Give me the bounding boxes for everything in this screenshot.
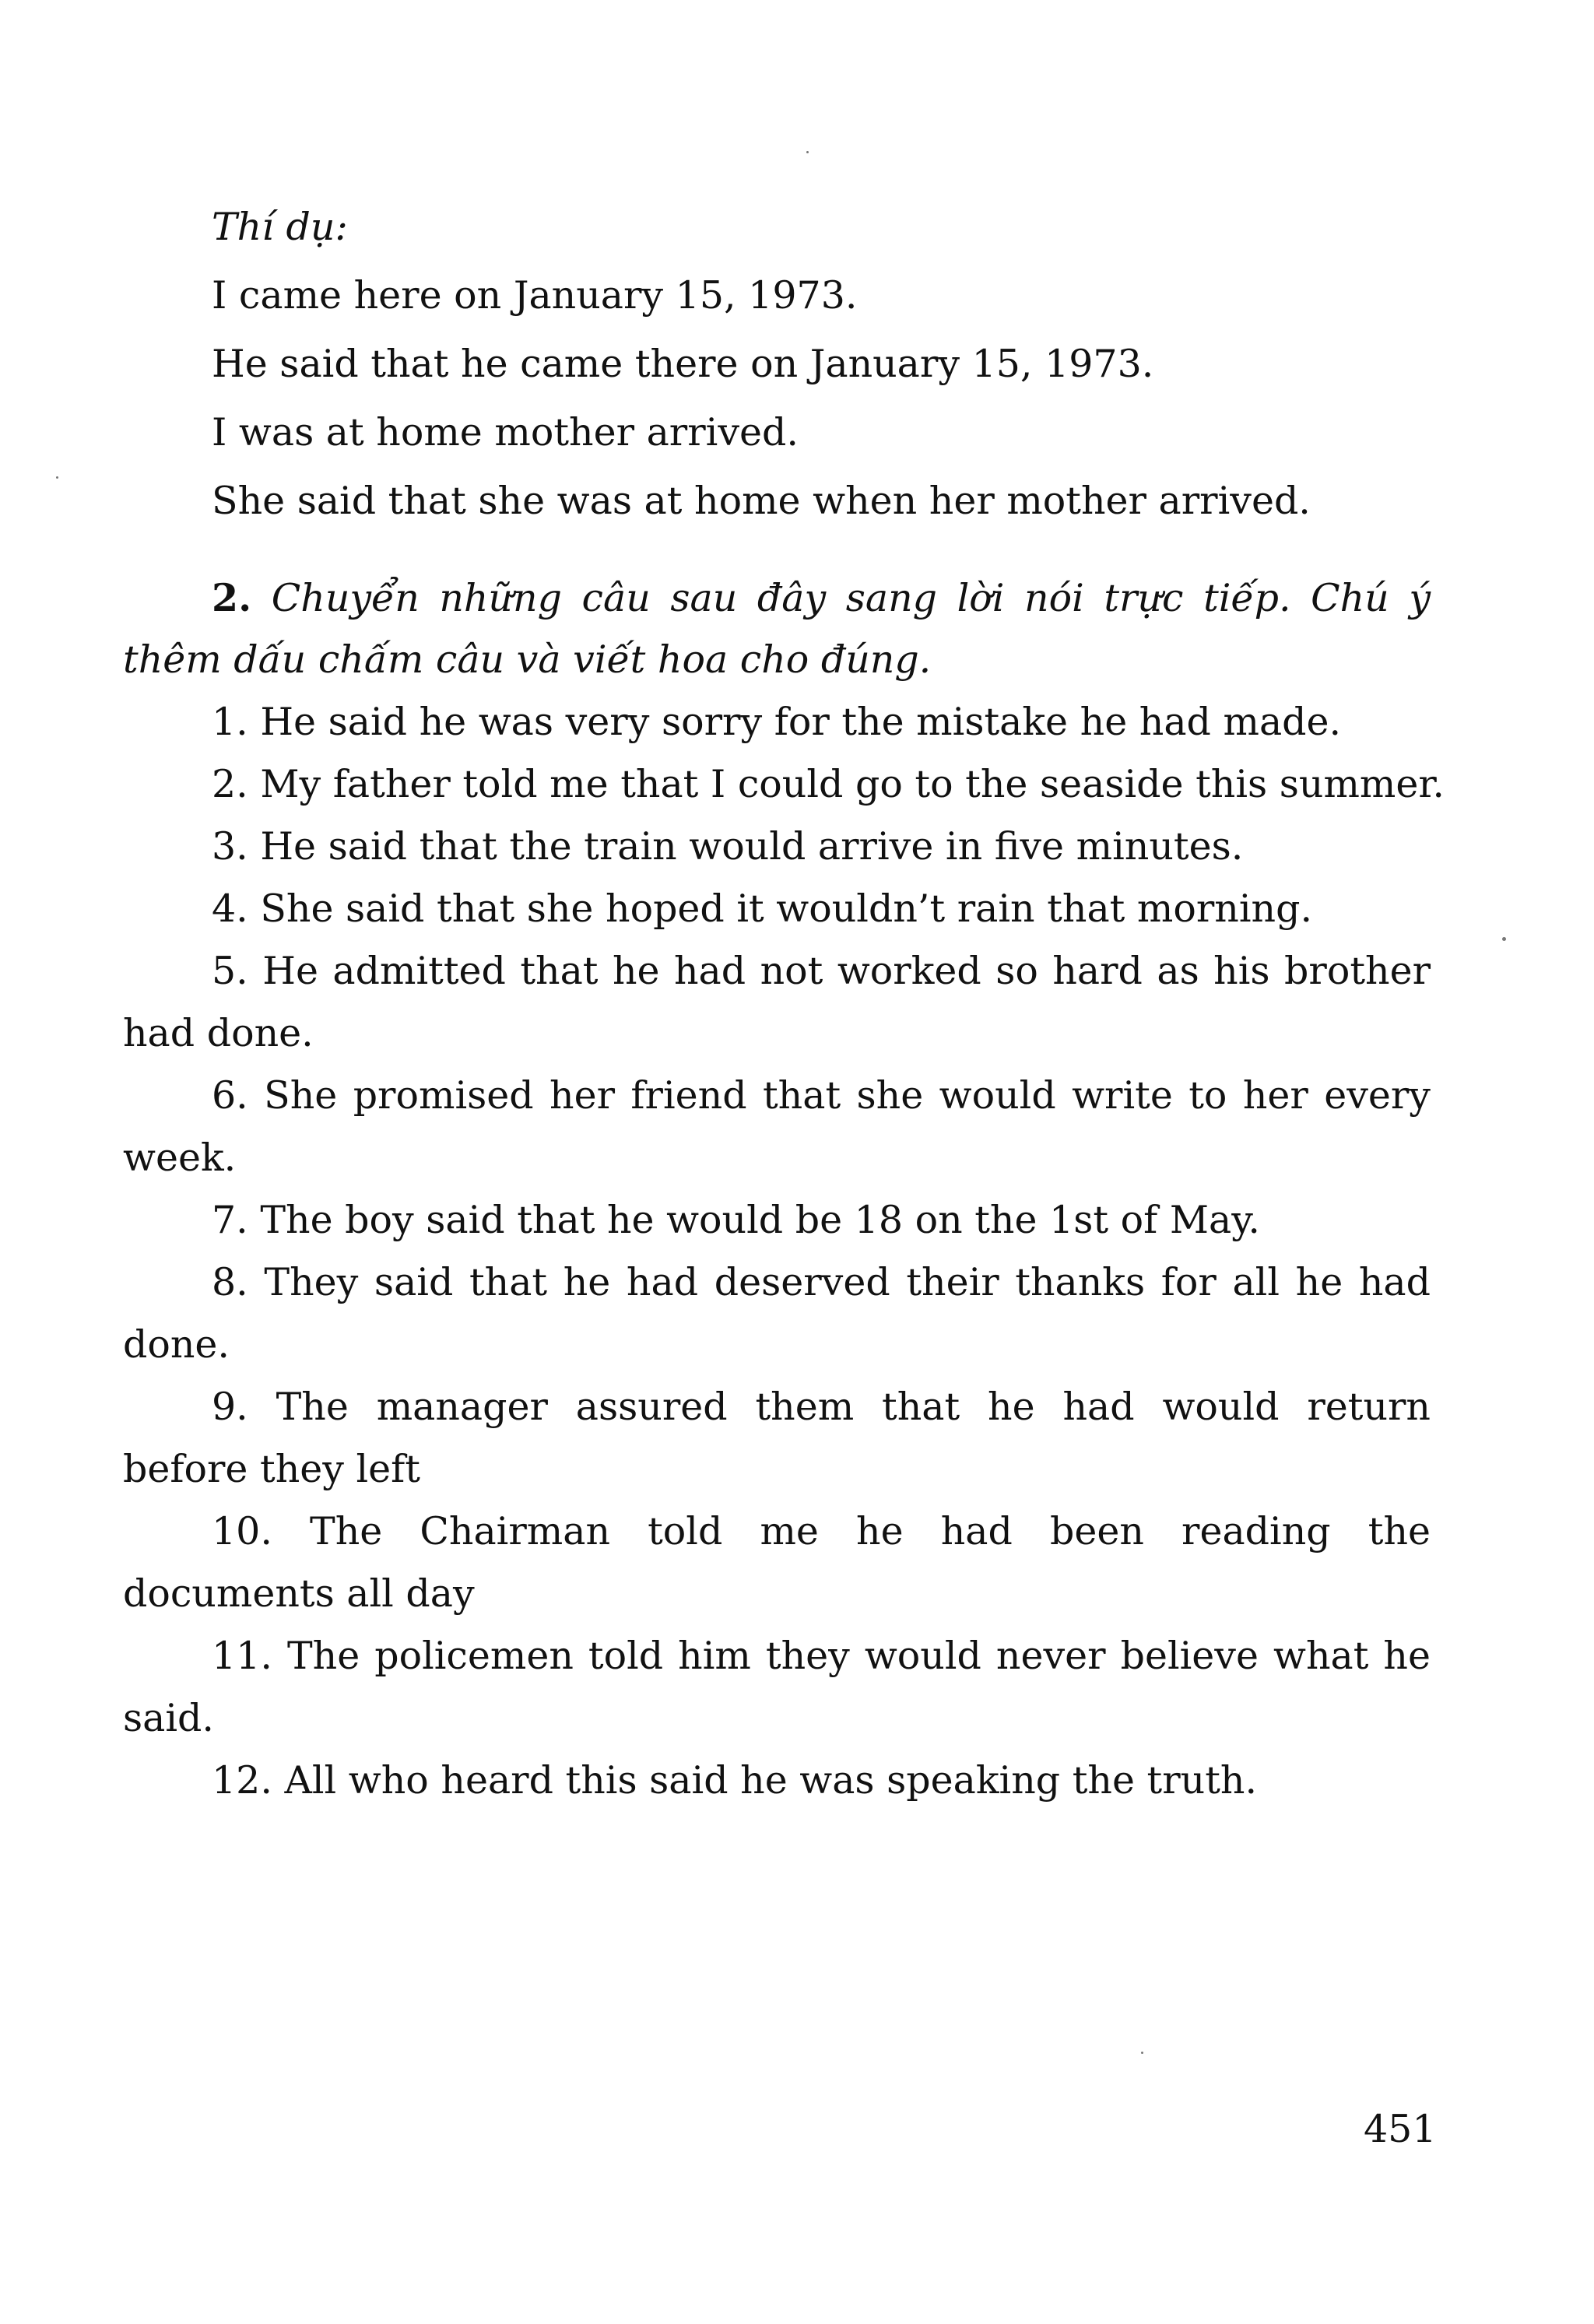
exercise-item: 9. The manager assured them that he had would return	[212, 1385, 1431, 1429]
exercise-item: 11. The policemen told him they would never believe what he	[212, 1634, 1431, 1678]
exercise-item-cont: week.	[123, 1136, 237, 1180]
exercise-item: 10. The Chairman told me he had been reading the	[212, 1509, 1431, 1553]
exercise-item-cont: said.	[123, 1696, 214, 1740]
instruction-text: Chuyển những câu sau đây sang lời nói trực tiếp. Chú ý	[271, 576, 1431, 620]
exercise-item: 2. My father told me that I could go to the seaside this summer.	[212, 762, 1445, 806]
scan-speck	[806, 151, 809, 153]
example-heading: Thí dụ:	[212, 205, 348, 249]
exercise-item-cont: documents all day	[123, 1571, 475, 1616]
exercise-item-cont: before they left	[123, 1447, 420, 1491]
exercise-item: 6. She promised her friend that she would write to her every	[212, 1073, 1431, 1118]
page-number: 451	[1364, 2107, 1437, 2151]
example-line: I was at home mother arrived.	[212, 410, 799, 455]
example-line: I came here on January 15, 1973.	[212, 273, 858, 318]
example-line: She said that she was at home when her mother arrived.	[212, 479, 1311, 523]
exercise-number: 2.	[212, 575, 252, 620]
scan-speck	[1502, 937, 1506, 941]
exercise-item: 8. They said that he had deserved their thanks for all he had	[212, 1260, 1431, 1304]
scan-speck	[56, 476, 58, 479]
exercise-item: 4. She said that she hoped it wouldn’t rain that morning.	[212, 886, 1313, 931]
exercise-item: 12. All who heard this said he was speaking the truth.	[212, 1758, 1258, 1803]
exercise-item-cont: done.	[123, 1322, 230, 1367]
exercise-item: 3. He said that the train would arrive in five minutes.	[212, 824, 1244, 869]
exercise-instruction	[212, 574, 1431, 622]
scan-speck	[1141, 2052, 1143, 2054]
exercise-item: 7. The boy said that he would be 18 on the 1st of May.	[212, 1198, 1260, 1242]
exercise-item: 5. He admitted that he had not worked so hard as his brother	[212, 949, 1431, 993]
exercise-item-cont: had done.	[123, 1011, 314, 1055]
exercise-instruction-cont: thêm dấu chấm câu và viết hoa cho đúng.	[123, 637, 932, 682]
example-line: He said that he came there on January 15, 1973.	[212, 342, 1154, 386]
exercise-item: 1. He said he was very sorry for the mistake he had made.	[212, 700, 1342, 744]
